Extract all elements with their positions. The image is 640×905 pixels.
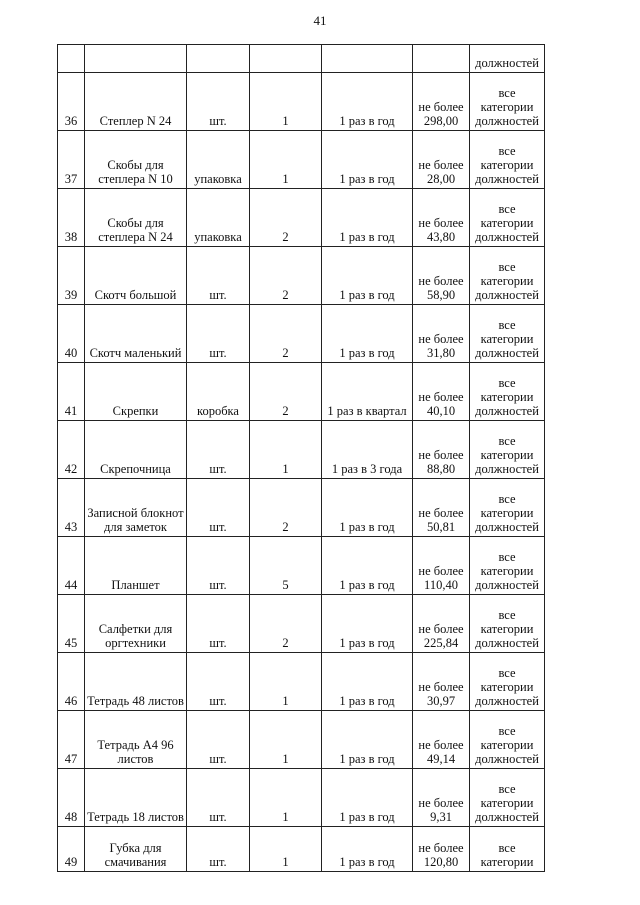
category-line-2: категории (480, 564, 534, 578)
item-period: 1 раз в год (339, 230, 395, 244)
cell-price (413, 769, 470, 827)
cell-num (58, 305, 85, 363)
category-line-3: должностей (475, 404, 539, 418)
price-label: не более (418, 622, 464, 636)
cell-price (413, 827, 470, 872)
item-unit: шт. (209, 462, 227, 476)
item-period: 1 раз в год (339, 578, 395, 592)
cell-name (85, 479, 187, 537)
cell-qty (250, 537, 322, 595)
category-line-2: категории (480, 680, 534, 694)
item-quantity: 2 (282, 636, 289, 650)
cell-period (322, 421, 413, 479)
row-number: 48 (64, 810, 78, 824)
cell-qty (250, 421, 322, 479)
item-period: 1 раз в год (339, 855, 395, 869)
category-line-2: категории (480, 506, 534, 520)
category-line-3: должностей (475, 520, 539, 534)
cell-unit (187, 653, 250, 711)
table-row (58, 479, 545, 537)
category-line-2: категории (480, 738, 534, 752)
category-line-3: должностей (475, 172, 539, 186)
table-row (58, 421, 545, 479)
row-number: 41 (64, 404, 78, 418)
price-value: 50,81 (426, 520, 456, 534)
price-value: 31,80 (426, 346, 456, 360)
price-label: не более (418, 564, 464, 578)
category-line-1: все (498, 724, 516, 738)
item-name: Скобы для степлера N 24 (98, 216, 173, 244)
item-period: 1 раз в квартал (327, 404, 407, 418)
category-line-3: должностей (475, 578, 539, 592)
category-line-2: категории (480, 216, 534, 230)
price-value: 225,84 (423, 636, 459, 650)
price-value: 28,00 (426, 172, 456, 186)
category-line-2: категории (480, 622, 534, 636)
cell-qty (250, 73, 322, 131)
cell-unit (187, 305, 250, 363)
row-number: 44 (64, 578, 78, 592)
category-line-1: все (498, 492, 516, 506)
cell-num (58, 131, 85, 189)
category-line-2: категории (480, 274, 534, 288)
item-period: 1 раз в год (339, 636, 395, 650)
cell-category (470, 73, 545, 131)
cell-unit (187, 363, 250, 421)
cell-category (470, 305, 545, 363)
item-name: Тетрадь 18 листов (87, 810, 184, 824)
item-name: Степлер N 24 (99, 114, 172, 128)
category-line-1: все (498, 376, 516, 390)
price-label: не более (418, 738, 464, 752)
item-name: Скрепки (112, 404, 159, 418)
category-line-1: все (498, 202, 516, 216)
cell-period (322, 827, 413, 872)
cell-price (413, 537, 470, 595)
cell-unit (187, 45, 250, 73)
cell-unit (187, 247, 250, 305)
cell-category (470, 769, 545, 827)
cell-qty (250, 45, 322, 73)
row-number: 36 (64, 114, 78, 128)
item-unit: шт. (209, 810, 227, 824)
item-name: Губка для смачивания (104, 841, 167, 869)
row-number: 46 (64, 694, 78, 708)
row-number: 45 (64, 636, 78, 650)
cell-num (58, 189, 85, 247)
category-line-3: должностей (475, 346, 539, 360)
row-number: 38 (64, 230, 78, 244)
cell-price (413, 247, 470, 305)
row-number: 49 (64, 855, 78, 869)
item-unit: шт. (209, 288, 227, 302)
cell-category (470, 247, 545, 305)
supplies-table (57, 44, 545, 872)
cell-category (470, 363, 545, 421)
item-name: Скрепочница (100, 462, 171, 476)
cell-name (85, 247, 187, 305)
category-line-2: категории (480, 158, 534, 172)
item-quantity: 1 (282, 172, 289, 186)
table-row (58, 73, 545, 131)
table-body (58, 45, 545, 872)
category-line-2: категории (480, 855, 534, 869)
item-unit: шт. (209, 520, 227, 534)
row-number: 43 (64, 520, 78, 534)
cell-qty (250, 711, 322, 769)
row-number: 39 (64, 288, 78, 302)
item-quantity: 1 (282, 810, 289, 824)
cell-num (58, 827, 85, 872)
item-quantity: 1 (282, 114, 289, 128)
price-label: не более (418, 332, 464, 346)
cell-num (58, 711, 85, 769)
cell-price (413, 189, 470, 247)
cell-qty (250, 595, 322, 653)
cell-qty (250, 305, 322, 363)
cell-num (58, 363, 85, 421)
cell-name (85, 131, 187, 189)
cell-category (470, 189, 545, 247)
cell-num (58, 595, 85, 653)
cell-period (322, 247, 413, 305)
item-period: 1 раз в 3 года (331, 462, 403, 476)
cell-period (322, 131, 413, 189)
price-value: 110,40 (424, 578, 458, 592)
item-name: Скобы для степлера N 10 (98, 158, 173, 186)
cell-unit (187, 421, 250, 479)
cell-name (85, 537, 187, 595)
item-period: 1 раз в год (339, 172, 395, 186)
cell-unit (187, 827, 250, 872)
cell-price (413, 45, 470, 73)
category-line-2: категории (480, 390, 534, 404)
item-unit: шт. (209, 114, 227, 128)
price-value: 40,10 (426, 404, 456, 418)
item-quantity: 1 (282, 855, 289, 869)
price-label: не более (418, 158, 464, 172)
item-unit: шт. (209, 855, 227, 869)
item-quantity: 2 (282, 346, 289, 360)
category-line-1: все (498, 550, 516, 564)
cell-num (58, 479, 85, 537)
cell-period (322, 363, 413, 421)
cell-qty (250, 769, 322, 827)
category-line-3: должностей (475, 230, 539, 244)
price-value: 9,31 (430, 810, 452, 824)
cell-name (85, 769, 187, 827)
category-line-2: категории (480, 100, 534, 114)
price-label: не более (418, 506, 464, 520)
price-label: не более (418, 100, 464, 114)
table-row (58, 769, 545, 827)
page-number: 41 (313, 13, 327, 28)
price-value: 43,80 (426, 230, 456, 244)
cell-unit (187, 73, 250, 131)
item-period: 1 раз в год (339, 288, 395, 302)
category-line-3: должностей (475, 694, 539, 708)
row-number: 47 (64, 752, 78, 766)
item-quantity: 2 (282, 404, 289, 418)
item-quantity: 1 (282, 694, 289, 708)
item-name: Скотч маленький (89, 346, 182, 360)
item-period: 1 раз в год (339, 520, 395, 534)
cell-price (413, 73, 470, 131)
cell-category (470, 711, 545, 769)
category-line-3: должностей (475, 752, 539, 766)
category-line-1: все (498, 144, 516, 158)
table-row (58, 363, 545, 421)
cell-price (413, 421, 470, 479)
cell-period (322, 595, 413, 653)
cell-name (85, 827, 187, 872)
table-row (58, 711, 545, 769)
table-row (58, 189, 545, 247)
table-row (58, 131, 545, 189)
price-label: не более (418, 274, 464, 288)
item-unit: упаковка (194, 230, 242, 244)
price-value: 58,90 (426, 288, 456, 302)
price-label: не более (418, 216, 464, 230)
cell-num (58, 247, 85, 305)
table-row (58, 653, 545, 711)
category-line-1: все (498, 666, 516, 680)
item-unit: шт. (209, 752, 227, 766)
cell-unit (187, 769, 250, 827)
cell-price (413, 653, 470, 711)
cell-period (322, 479, 413, 537)
table-row (58, 537, 545, 595)
cell-num (58, 45, 85, 73)
cell-price (413, 479, 470, 537)
category-line: должностей (475, 56, 539, 70)
price-value: 120,80 (423, 855, 459, 869)
item-unit: шт. (209, 578, 227, 592)
continuation-row (58, 45, 545, 73)
item-unit: шт. (209, 636, 227, 650)
cell-qty (250, 131, 322, 189)
category-line-1: все (498, 782, 516, 796)
cell-price (413, 131, 470, 189)
cell-price (413, 595, 470, 653)
item-period: 1 раз в год (339, 752, 395, 766)
cell-category (470, 595, 545, 653)
item-name: Записной блокнот для заметок (87, 506, 184, 534)
cell-name (85, 73, 187, 131)
category-line-1: все (498, 841, 516, 855)
item-quantity: 1 (282, 752, 289, 766)
table-row (58, 305, 545, 363)
price-value: 298,00 (423, 114, 459, 128)
cell-price (413, 363, 470, 421)
cell-qty (250, 827, 322, 872)
item-unit: шт. (209, 346, 227, 360)
cell-name (85, 653, 187, 711)
price-value: 88,80 (426, 462, 456, 476)
cell-period (322, 45, 413, 73)
cell-num (58, 769, 85, 827)
category-line-2: категории (480, 332, 534, 346)
item-quantity: 5 (282, 578, 289, 592)
category-line-3: должностей (475, 462, 539, 476)
cell-unit (187, 131, 250, 189)
cell-category (470, 537, 545, 595)
item-name: Скотч большой (94, 288, 177, 302)
cell-qty (250, 653, 322, 711)
price-label: не более (418, 841, 464, 855)
category-line-1: все (498, 86, 516, 100)
cell-unit (187, 595, 250, 653)
cell-period (322, 711, 413, 769)
price-value: 49,14 (426, 752, 456, 766)
cell-name (85, 421, 187, 479)
price-label: не более (418, 448, 464, 462)
cell-price (413, 711, 470, 769)
item-period: 1 раз в год (339, 694, 395, 708)
item-period: 1 раз в год (339, 810, 395, 824)
item-period: 1 раз в год (339, 346, 395, 360)
cell-unit (187, 537, 250, 595)
price-label: не более (418, 390, 464, 404)
cell-category (470, 45, 545, 73)
item-unit: коробка (197, 404, 239, 418)
item-quantity: 2 (282, 520, 289, 534)
item-name: Планшет (111, 578, 160, 592)
cell-period (322, 653, 413, 711)
table-row (58, 595, 545, 653)
cell-qty (250, 189, 322, 247)
cell-price (413, 305, 470, 363)
category-line-1: все (498, 434, 516, 448)
cell-num (58, 73, 85, 131)
table-row (58, 827, 545, 872)
cell-name (85, 595, 187, 653)
cell-category (470, 827, 545, 872)
category-line-2: категории (480, 448, 534, 462)
cell-num (58, 537, 85, 595)
cell-category (470, 421, 545, 479)
category-line-3: должностей (475, 636, 539, 650)
item-period: 1 раз в год (339, 114, 395, 128)
category-line-1: все (498, 318, 516, 332)
cell-name (85, 45, 187, 73)
category-line-3: должностей (475, 810, 539, 824)
cell-num (58, 653, 85, 711)
category-line-3: должностей (475, 288, 539, 302)
price-label: не более (418, 680, 464, 694)
cell-unit (187, 479, 250, 537)
cell-name (85, 363, 187, 421)
cell-period (322, 305, 413, 363)
row-number: 40 (64, 346, 78, 360)
item-unit: шт. (209, 694, 227, 708)
row-number: 37 (64, 172, 78, 186)
category-line-1: все (498, 260, 516, 274)
cell-period (322, 769, 413, 827)
cell-num (58, 421, 85, 479)
category-line-2: категории (480, 796, 534, 810)
item-quantity: 2 (282, 288, 289, 302)
category-line-1: все (498, 608, 516, 622)
row-number: 42 (64, 462, 78, 476)
table-row (58, 247, 545, 305)
item-quantity: 1 (282, 462, 289, 476)
cell-name (85, 189, 187, 247)
item-name: Тетрадь А4 96 листов (97, 738, 174, 766)
item-quantity: 2 (282, 230, 289, 244)
cell-qty (250, 363, 322, 421)
category-line-3: должностей (475, 114, 539, 128)
cell-category (470, 131, 545, 189)
cell-name (85, 305, 187, 363)
price-value: 30,97 (426, 694, 456, 708)
price-label: не более (418, 796, 464, 810)
cell-qty (250, 247, 322, 305)
cell-unit (187, 711, 250, 769)
cell-period (322, 189, 413, 247)
cell-category (470, 479, 545, 537)
cell-period (322, 73, 413, 131)
item-unit: упаковка (194, 172, 242, 186)
cell-name (85, 711, 187, 769)
cell-period (322, 537, 413, 595)
item-name: Салфетки для оргтехники (98, 622, 173, 650)
cell-unit (187, 189, 250, 247)
cell-category (470, 653, 545, 711)
cell-qty (250, 479, 322, 537)
item-name: Тетрадь 48 листов (87, 694, 184, 708)
